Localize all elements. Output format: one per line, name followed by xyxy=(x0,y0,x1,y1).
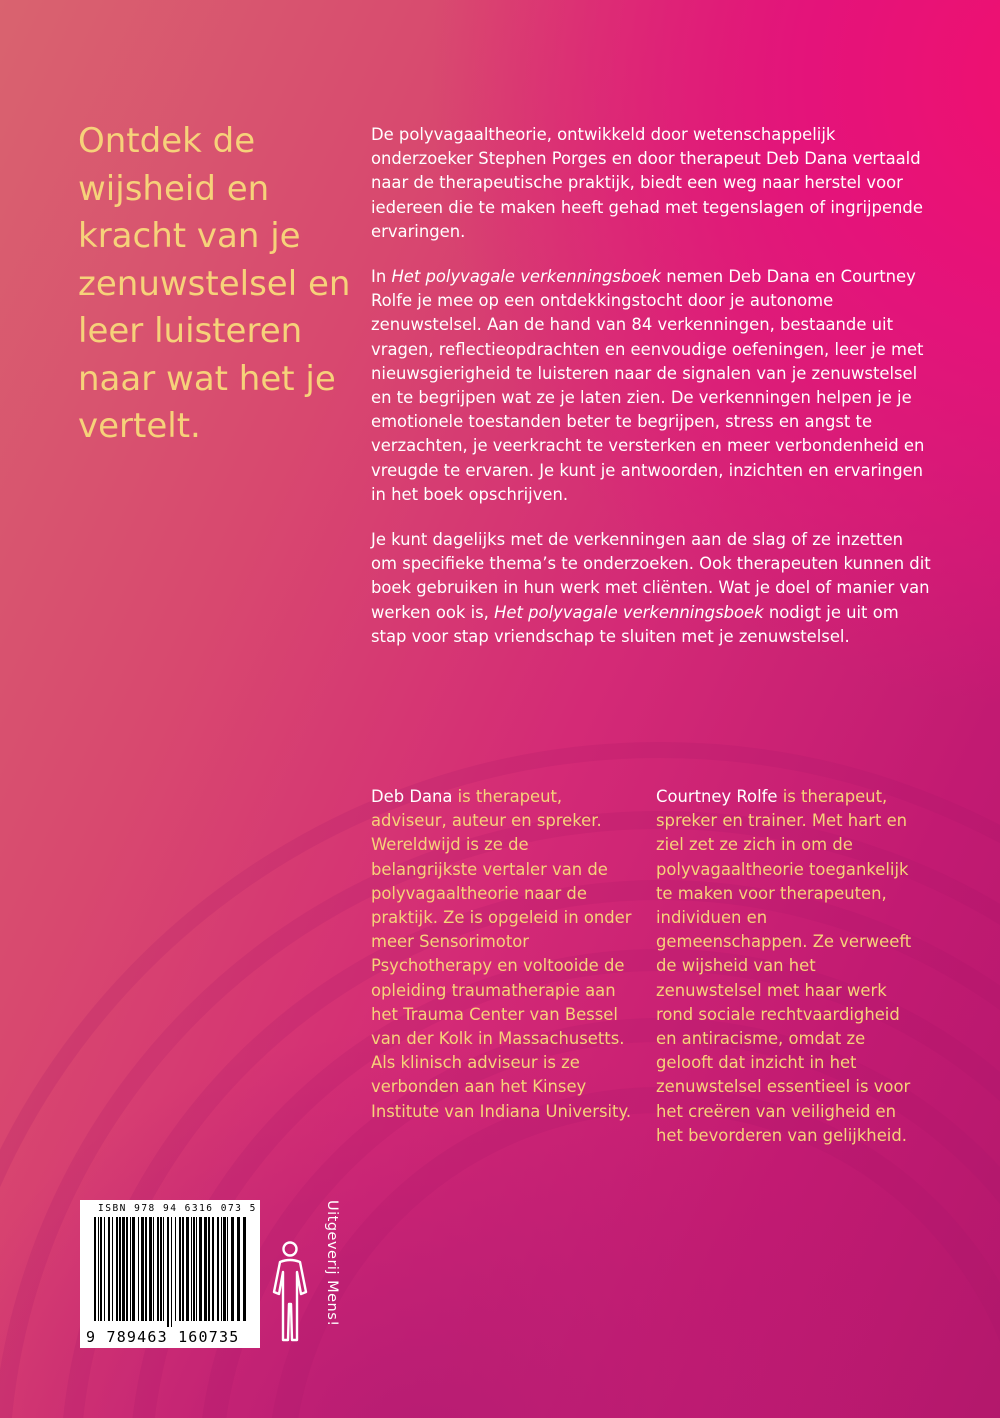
barcode-bar xyxy=(208,1217,210,1321)
barcode-bar xyxy=(196,1217,197,1321)
description-paragraph-1: De polyvagaaltheorie, ontwikkeld door wetenschappelijk onderzoeker Stephen Porges en door therapeut Deb Dana vertaald naar de therapeutische praktijk, biedt een weg naar herstel voor iedereen die te maken heeft gehad met tegenslagen of ingrijpende ervaringen. xyxy=(371,125,923,241)
barcode-bar xyxy=(126,1217,128,1321)
description xyxy=(371,123,931,670)
barcode-bar xyxy=(149,1217,152,1321)
author-bio-text: is therapeut, spreker en trainer. Met hart en ziel zet ze zich in om de polyvagaaltheorie toegankelijk te maken voor therapeuten, individuen en gemeenschappen. Ze verweeft de wijsheid van het zenuwstelsel met haar werk rond sociale rechtvaardigheid en antiracisme, omdat ze gelooft dat inzicht in het zenuwstelsel essentieel is voor het creëren van veiligheid en het bevorderen van gelijkheid. xyxy=(656,787,912,1145)
barcode-bar xyxy=(98,1217,99,1321)
tagline: Ontdek de wijsheid en kracht van je zenuwstelsel en leer luisteren naar wat het je vertelt. xyxy=(78,121,351,446)
publisher-name: Uitgeverij Mens! xyxy=(324,1200,340,1327)
barcode-bar xyxy=(141,1217,144,1321)
barcode-bar xyxy=(112,1217,113,1321)
barcode-bar xyxy=(153,1217,154,1321)
publisher-block xyxy=(266,1200,366,1350)
barcode-bar xyxy=(231,1217,234,1321)
barcode-bar xyxy=(193,1217,195,1321)
barcode-bar xyxy=(199,1217,202,1321)
barcode-bar xyxy=(116,1217,118,1321)
author-bio-text: is therapeut, adviseur, auteur en spreker. Wereldwijd is ze de belangrijkste vertaler van de polyvagaaltheorie naar de praktijk. Ze is opgeleid in onder meer Sensorimotor Psychotherapy en voltooide de opleiding traumatherapie aan het Trauma Center van Bessel van der Kolk in Massachusetts. Als klinisch adviseur is ze verbonden aan het Kinsey Institute van Indiana University. xyxy=(371,787,632,1121)
author-bio-deb-dana xyxy=(371,785,633,1124)
barcode-bars xyxy=(90,1217,250,1327)
isbn-digits: 9 789463 160735 xyxy=(86,1328,240,1346)
barcode-bar xyxy=(182,1217,184,1321)
human-figure-icon xyxy=(266,1240,316,1348)
barcode-bar xyxy=(122,1217,125,1321)
barcode-bar xyxy=(130,1217,131,1321)
barcode-bar xyxy=(227,1217,228,1321)
barcode-bar xyxy=(132,1217,135,1321)
isbn-barcode xyxy=(80,1200,260,1348)
author-name: Deb Dana xyxy=(371,787,453,806)
barcode-bar xyxy=(157,1217,159,1321)
barcode-bar xyxy=(217,1217,219,1321)
barcode-bar xyxy=(175,1217,176,1321)
barcode-bar xyxy=(94,1217,96,1321)
barcode-bar xyxy=(243,1217,246,1321)
barcode-bar xyxy=(119,1217,121,1321)
book-title: Het polyvagale verkenningsboek xyxy=(391,267,661,287)
barcode-bar xyxy=(179,1217,181,1321)
barcode-bar xyxy=(145,1217,147,1321)
author-name: Courtney Rolfe xyxy=(656,787,778,806)
barcode-bar xyxy=(221,1217,222,1321)
barcode-bar xyxy=(100,1217,102,1321)
description-paragraph-2: In Het polyvagale verkenningsboek nemen Deb Dana en Courtney Rolfe je mee op een ontdekkingstocht door je autonome zenuwstelsel. Aan de hand van 84 verkenningen, bestaande uit vragen, reflectieopdrachten en eenvoudige oefeningen, leer je met nieuwsgierigheid te luisteren naar de signalen van je zenuwstelsel en te begrijpen wat ze je laten zien. De verkenningen helpen je je emotionele toestanden beter te begrijpen, stress en angst te verzachten, je veerkracht te versterken en meer verbondenheid en vreugde te ervaren. Je kunt je antwoorden, inzichten en ervaringen in het boek opschrijven. xyxy=(371,267,925,504)
barcode-bar xyxy=(138,1217,139,1321)
barcode-bar xyxy=(212,1217,214,1321)
barcode-bar xyxy=(104,1217,105,1321)
barcode-bar xyxy=(186,1217,189,1321)
isbn-label: ISBN 978 94 6316 073 5 xyxy=(98,1203,257,1214)
barcode-bar xyxy=(204,1217,207,1321)
barcode-bar xyxy=(237,1217,240,1321)
book-title: Het polyvagale verkenningsboek xyxy=(494,602,764,622)
barcode-bar xyxy=(160,1217,162,1321)
description-paragraph-3: Je kunt dagelijks met de verkenningen aan de slag of ze inzetten om specifieke thema’s te onderzoeken. Ook therapeuten kunnen dit boek gebruiken in hun werk met cliënten. Wat je doel of manier van werken ook is, Het polyvagale verkenningsboek nodigt je uit om stap voor stap vriendschap te sluiten met je zenuwstelsel. xyxy=(371,530,931,646)
barcode-bar xyxy=(163,1217,164,1321)
barcode-bar xyxy=(108,1217,110,1321)
barcode-bar xyxy=(167,1217,169,1327)
barcode-bar xyxy=(171,1217,172,1327)
barcode-bar xyxy=(191,1217,192,1321)
author-bio-courtney-rolfe xyxy=(656,785,918,1148)
barcode-bar xyxy=(223,1217,226,1321)
